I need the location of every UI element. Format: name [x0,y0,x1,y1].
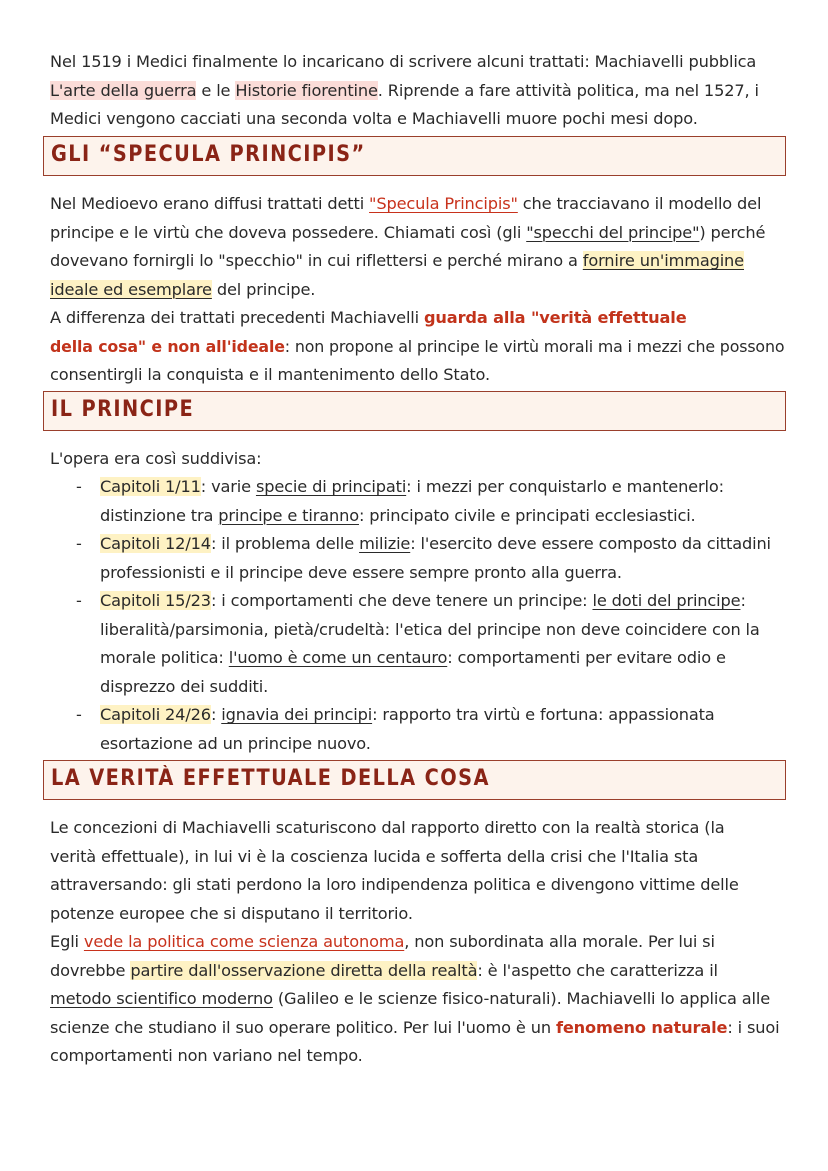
text: : i mezzi per conquistarlo e mantenerlo: [406,477,724,496]
text: Nel Medioevo erano diffusi trattati detti [50,194,370,213]
underlined-term: le doti del principe [592,591,741,610]
verita-line-9: comportamenti non variano nel tempo. [50,1046,363,1065]
text: . Riprende a fare attività politica, ma nel 1527, i [377,80,759,100]
list-line [100,644,786,673]
underlined-term: ignavia dei principi [221,705,373,724]
text: dovrebbe [50,960,131,980]
verita-line-3: attraversando: gli stati perdono la loro indipendenza politica e divengono vittime delle [50,875,739,894]
list-line: liberalità/parsimonia, pietà/crudeltà: l'etica del principe non deve coincidere con la [100,619,760,639]
specula-line-6 [50,333,785,362]
underlined-term: principe e tiranno [218,505,359,525]
list-line [100,473,786,502]
text: e le [196,80,236,100]
politica-scienza: vede la politica come scienza autonoma [83,932,405,951]
text: : [210,705,222,724]
section-heading-principe [43,391,786,431]
intro-line-1: Nel 1519 i Medici finalmente lo incaricano di scrivere alcuni trattati: Machiavelli pubblica [50,52,757,71]
text: : principato civile e principati ecclesiastici. [358,505,696,525]
chapters-list [76,473,786,758]
book-title-historie: Historie fiorentine [235,80,378,100]
text: morale politica: [100,648,229,667]
emphasis-verita: guarda alla "verità effettuale [424,308,687,327]
list-item [76,473,786,530]
section-heading-verita [43,760,786,800]
text: , non subordinata alla morale. Per lui si [404,932,715,951]
highlight-immagine: fornire un'immagine [582,251,744,270]
list-item [76,587,786,701]
specula-line-5 [50,304,785,333]
underlined-term: l'uomo è come un centauro [228,648,448,667]
text: : i comportamenti che deve tenere un principe: [210,591,593,610]
list-item [76,530,786,587]
text: : comportamenti per evitare odio e [447,648,726,667]
list-line: esortazione ad un principe nuovo. [100,733,371,753]
text: principe e le virtù che doveva possedere. Chiamati così (gli [50,222,527,242]
verita-line-5 [50,928,785,957]
verita-line-4: potenze europee che si disputano il territorio. [50,903,413,923]
section-title: GLI “SPECULA PRINCIPIS” [51,142,366,167]
specchi-term: "specchi del principe" [526,222,700,242]
bullet-dash: - [76,477,82,496]
list-line [100,502,786,531]
principe-intro [50,445,785,474]
text: distinzione tra [100,505,219,525]
list-line: disprezzo dei sudditi. [100,676,269,696]
bullet-dash: - [76,705,82,724]
section-heading-specula [43,136,786,176]
list-line [100,530,786,559]
emphasis-cosa: della cosa" e non all'ideale [50,336,285,356]
text: : è l'aspetto che caratterizza il [477,960,718,980]
chapter-label: Capitoli 15/23 [100,591,211,610]
text: A differenza dei trattati precedenti Machiavelli [50,308,424,327]
bullet-dash: - [76,591,82,610]
section-title: LA VERITÀ EFFETTUALE DELLA COSA [51,766,490,791]
text: : il problema delle [210,534,360,553]
list-item [76,701,786,758]
text: del principe. [211,279,316,299]
highlight-ideale: ideale ed esemplare [50,279,212,299]
verita-paragraph [50,814,785,1071]
text: : l'esercito deve essere composto da cittadini [410,534,771,553]
chapter-label: Capitoli 1/11 [100,477,201,496]
list-line [100,587,786,616]
text: che tracciavano il modello del [517,194,762,213]
text: : varie [200,477,256,496]
underlined-term: milizie [359,534,411,553]
text: scienze che studiano il suo operare politico. Per lui l'uomo è un [50,1017,556,1037]
verita-line-8 [50,1014,785,1043]
underlined-term: specie di principati [255,477,407,496]
intro-line-2 [50,77,785,106]
book-title-arte-guerra: L'arte della guerra [50,80,197,100]
intro-line-3: Medici vengono cacciati una seconda volta e Machiavelli muore pochi mesi dopo. [50,109,698,128]
list-line [100,701,786,730]
specula-line-2 [50,219,785,248]
text: : rapporto tra virtù e fortuna: appassionata [372,705,715,724]
text: Egli [50,932,84,951]
text: : non propone al principe le virtù morali ma i mezzi che possono [284,336,785,356]
list-line: professionisti e il principe deve essere sempre pronto alla guerra. [100,562,622,582]
chapter-label: Capitoli 24/26 [100,705,211,724]
specula-paragraph [50,190,785,390]
highlight-osservazione: partire dall'osservazione diretta della realtà [130,960,478,980]
text: dovevano fornirgli lo "specchio" in cui riflettersi e perché mirano a [50,251,583,270]
metodo-scientifico: metodo scientifico moderno [50,989,273,1008]
text: (Galileo e le scienze fisico-naturali). Machiavelli lo applica alle [272,989,770,1008]
text: : i suoi [727,1017,780,1037]
text: ) perché [699,222,766,242]
specula-line-3 [50,247,785,276]
specula-line-7: consentirgli la conquista e il mantenimento dello Stato. [50,365,491,384]
verita-line-2: verità effettuale), in lui vi è la coscienza lucida e sofferta della crisi che l'Italia sta [50,846,699,866]
verita-line-6 [50,957,785,986]
specula-line-1 [50,190,785,219]
emphasis-fenomeno: fenomeno naturale [555,1017,728,1037]
verita-line-7 [50,985,785,1014]
bullet-dash: - [76,534,82,553]
text: : [740,591,746,610]
intro-paragraph [50,48,785,134]
section-title: IL PRINCIPE [51,397,195,422]
specula-line-4 [50,276,785,305]
chapter-label: Capitoli 12/14 [100,534,211,553]
verita-line-1: Le concezioni di Machiavelli scaturiscono dal rapporto diretto con la realtà storica (la [50,818,725,837]
specula-term: "Specula Principis" [369,194,518,213]
principe-intro-text: L'opera era così suddivisa: [50,449,262,468]
